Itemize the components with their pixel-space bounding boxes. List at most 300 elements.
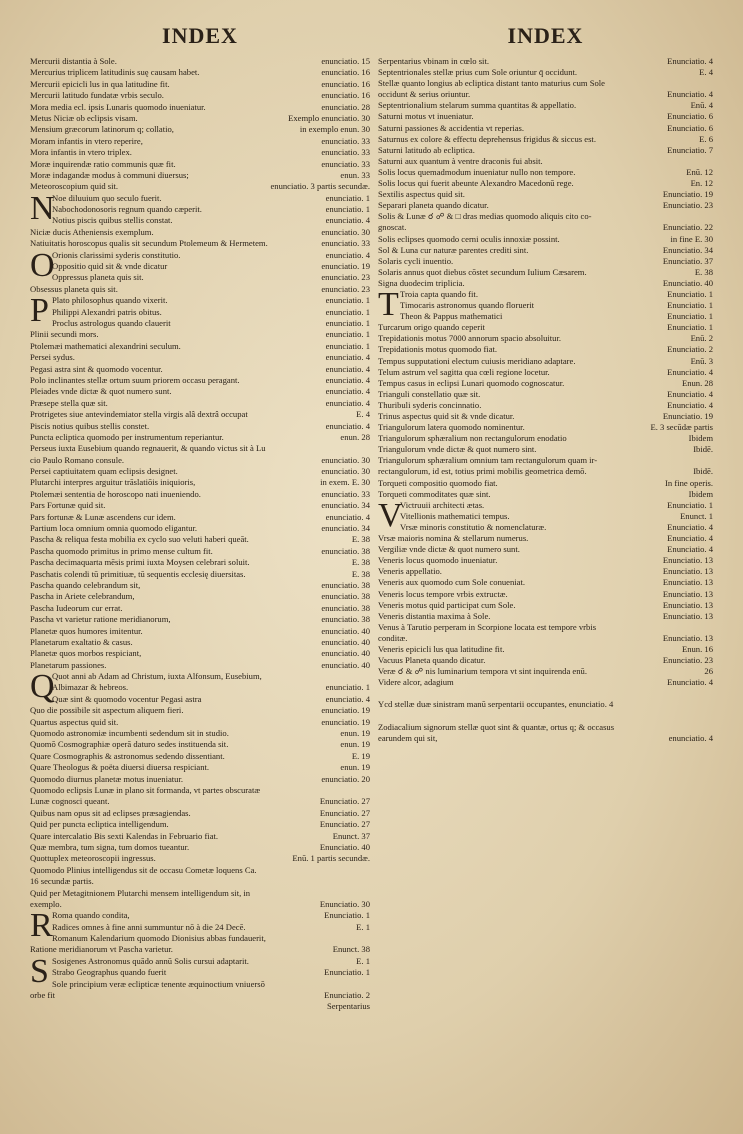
index-entry xyxy=(30,944,370,955)
entry-reference: E. 4 xyxy=(356,409,370,420)
entry-reference: enunciatio. 1 xyxy=(325,317,370,328)
entry-text: Quomodo eclipsis Lunæ in plano sit formanda, vt partes obscuratæ xyxy=(30,785,261,795)
entry-reference: Ibidem xyxy=(688,488,713,499)
entry-text: Sosigenes Astronomus quādo annū Solis cursui adaptarit. xyxy=(52,955,249,966)
entry-reference: Enunciatio. 1 xyxy=(667,322,713,333)
entry-reference: enunciatio. 33 xyxy=(321,135,370,146)
entry-reference: enun. 28 xyxy=(340,431,370,442)
entry-reference: enunciatio. 4 xyxy=(325,363,370,374)
entry-reference: enunciatio. 40 xyxy=(321,636,370,647)
entry-reference: enunciatio. 19 xyxy=(321,261,370,272)
entry-reference: enunciatio. 23 xyxy=(321,283,370,294)
index-entry xyxy=(378,356,713,367)
entry-text: Saturnus ex colore & effectu deprehensus frigidus & siccus est. xyxy=(378,133,596,144)
entry-text: Saturni aux quantum à ventre draconis fui absit. xyxy=(378,155,543,166)
index-entry xyxy=(378,622,713,633)
entry-text: Pascha Iudeorum cur errat. xyxy=(30,602,123,613)
entry-reference: Enunciatio. 4 xyxy=(667,56,713,66)
entry-text: Ptolemæi sententia de horoscopo nati inueniendo. xyxy=(30,488,201,499)
entry-reference: enunciatio. 4 xyxy=(325,420,370,431)
entry-text: Noe diluuium quo seculo fuerit. xyxy=(52,192,162,203)
entry-reference: E. 19 xyxy=(351,750,370,761)
index-entry xyxy=(30,159,370,170)
entry-reference: Enunciatio. 13 xyxy=(662,610,713,621)
entry-text: Pascha & reliqua festa mobilia ex cyclo suo veluti haberi queāt. xyxy=(30,534,249,545)
index-entry xyxy=(30,603,370,614)
entry-text: Torqueti compositio quomodo fiat. xyxy=(378,477,498,488)
entry-reference: E. 38 xyxy=(351,534,370,545)
index-entry xyxy=(378,322,713,333)
index-entry xyxy=(30,455,370,466)
entry-text: Quomodo astronomiæ incumbenti sedendum sit in studio. xyxy=(30,728,229,739)
entry-text: Veneris motus quid participat cum Sole. xyxy=(378,599,516,610)
entry-text: Vacuus Planeta quando dicatur. xyxy=(378,655,486,666)
entry-reference: Enunciatio. 13 xyxy=(662,632,713,643)
index-entry xyxy=(30,751,370,762)
index-entry xyxy=(378,167,713,178)
entry-text: Signa duodecim triplicia. xyxy=(378,277,465,288)
entry-reference: Enunciatio. 1 xyxy=(667,499,713,510)
index-entry xyxy=(30,375,370,386)
index-entry xyxy=(378,200,713,211)
entry-reference: enunciatio. 1 xyxy=(325,204,370,215)
entry-reference: Enun. 28 xyxy=(681,377,713,388)
index-entry xyxy=(30,67,370,78)
entry-reference: Enunciatio. 4 xyxy=(667,399,713,410)
entry-reference: Exemplo enunciatio. 30 xyxy=(288,112,370,123)
index-entry xyxy=(30,170,370,181)
index-entry xyxy=(30,147,370,158)
entry-reference: enunciatio. 34 xyxy=(321,500,370,511)
entry-text: Sextilis aspectus quid sit. xyxy=(378,189,465,200)
index-entry xyxy=(30,261,370,272)
entry-reference: enunciatio. 38 xyxy=(321,591,370,602)
index-entry xyxy=(30,534,370,545)
entry-reference: enunciatio. 16 xyxy=(321,90,370,101)
index-entry xyxy=(378,466,713,477)
entry-text: cio Paulo Romano consule. xyxy=(30,454,125,465)
entry-reference: enunciatio. 15 xyxy=(321,56,370,66)
entry-text: Protrigetes siue antevindemiator stella virgis alâ dextrâ occupat xyxy=(30,409,248,420)
entry-text: occidunt & serius oriuntur. xyxy=(378,89,471,100)
entry-reference: enunciatio. 20 xyxy=(321,773,370,784)
entry-text: Veræ ☌ & ☍ nis luminarium tempora vt sint inquirenda enū. xyxy=(378,666,587,677)
index-entry xyxy=(378,211,713,222)
entry-reference: enunciatio. 4 xyxy=(325,215,370,226)
entry-reference: Enunciatio. 1 xyxy=(324,910,370,921)
entry-text: Pascha in Ariete celebrandum, xyxy=(30,591,135,602)
entry-reference: enun. 19 xyxy=(340,762,370,773)
entry-reference: enunciatio. 38 xyxy=(321,545,370,556)
entry-reference: in exemplo enun. 30 xyxy=(299,124,370,135)
index-entry xyxy=(30,557,370,568)
entry-reference: Enunciatio. 4 xyxy=(667,544,713,555)
entry-text: Planetarum passiones. xyxy=(30,659,107,670)
index-entry xyxy=(30,489,370,500)
entry-reference: enunciatio. 3 partis secundæ. xyxy=(270,181,370,192)
index-entry xyxy=(30,569,370,580)
entry-reference: Enunciatio. 13 xyxy=(662,588,713,599)
entry-reference: enunciatio. 4 xyxy=(325,374,370,385)
entry-reference: enunciatio. 4 xyxy=(668,732,713,743)
entry-reference: E. 1 xyxy=(356,955,370,966)
entry-text: Solaris cycli inuentio. xyxy=(378,255,454,266)
entry-text: Saturni latitudo ab ecliptica. xyxy=(378,144,475,155)
index-entry xyxy=(30,124,370,135)
index-entry xyxy=(30,728,370,739)
entry-reference: Enunciatio. 2 xyxy=(324,990,370,1001)
entry-reference: Enunct. 1 xyxy=(680,510,713,521)
entry-text: Timocaris astronomus quando floruerit xyxy=(400,300,535,311)
index-entry xyxy=(378,733,713,744)
entry-text: Quot anni ab Adam ad Christum, iuxta Alfonsum, Eusebium, xyxy=(52,671,262,682)
entry-reference: enunciatio. 34 xyxy=(321,523,370,534)
entry-text: Pascha decimaquarta mēsis primi iuxta Moysen celebrari soluit. xyxy=(30,557,250,568)
index-entry xyxy=(30,842,370,853)
entry-reference: Enunciatio. 30 xyxy=(319,898,370,909)
entry-text: Planetæ quos morbos respiciant, xyxy=(30,648,142,659)
index-entry xyxy=(30,705,370,716)
entry-text: Meteoroscopium quid sit. xyxy=(30,181,119,192)
entry-text: Natiuitatis horoscopus qualis sit secundum Ptolemeum & Hermetem. xyxy=(30,238,268,249)
index-entry xyxy=(30,591,370,602)
index-entry xyxy=(378,688,713,699)
index-entry xyxy=(378,189,713,200)
entry-reference: in exem. E. 30 xyxy=(320,477,370,488)
right-column xyxy=(378,20,713,744)
index-entry xyxy=(30,614,370,625)
index-entry xyxy=(30,774,370,785)
index-entry xyxy=(30,626,370,637)
entry-text: Perseus iuxta Eusebium quando regnauerit, & quando victus sit à Lu xyxy=(30,443,266,454)
index-entry xyxy=(378,344,713,355)
entry-text: Pascha quomodo primitus in primo mense cultum fit. xyxy=(30,545,213,556)
entry-text: Plutarchi interpres arguitur trāslatiōis iniquioris, xyxy=(30,477,196,488)
entry-text: Veneris locus quomodo inueniatur. xyxy=(378,555,498,566)
entry-text: Saturni passiones & accidentia vt reperias. xyxy=(378,122,525,133)
index-entry xyxy=(378,644,713,655)
drop-cap-letter: V xyxy=(378,496,403,534)
entry-reference: enunciatio. 33 xyxy=(321,488,370,499)
entry-text: Moram infantis in vtero reperire, xyxy=(30,135,143,146)
index-entry xyxy=(378,256,713,267)
entry-reference: Enunciatio. 27 xyxy=(319,796,370,807)
entry-text: Persei captiuitatem quam eclipsis designet. xyxy=(30,466,178,477)
entry-text: exemplo. xyxy=(30,898,62,909)
index-entry xyxy=(378,300,713,311)
entry-reference: enunciatio. 4 xyxy=(325,352,370,363)
index-entry xyxy=(30,796,370,807)
index-entry xyxy=(30,181,370,192)
index-entry xyxy=(30,79,370,90)
entry-reference: En. 12 xyxy=(690,178,713,189)
entry-reference: Enunciatio. 4 xyxy=(667,677,713,688)
entry-reference: Enunciatio. 1 xyxy=(667,288,713,299)
index-entry xyxy=(30,546,370,557)
index-entry xyxy=(30,580,370,591)
entry-reference: Enunciatio. 7 xyxy=(667,144,713,155)
index-entry xyxy=(30,102,370,113)
entry-reference: Enunciatio. 40 xyxy=(319,841,370,852)
index-entry xyxy=(30,637,370,648)
index-entry xyxy=(378,699,713,710)
entry-reference: Enunciatio. 4 xyxy=(667,366,713,377)
entry-text: Quæ membra, tum signa, tum domos tueantur. xyxy=(30,841,190,852)
index-entry xyxy=(30,888,370,899)
index-entry xyxy=(378,677,713,688)
index-entry xyxy=(30,808,370,819)
index-entry xyxy=(378,577,713,588)
entry-reference: enunciatio. 28 xyxy=(321,101,370,112)
entry-text: Mora infantis in vtero triplex. xyxy=(30,147,132,158)
entry-text: Mercurii epicicli lus in qua latitudine fit. xyxy=(30,78,170,89)
entry-text: Quid per puncta ecliptica intelligendum. xyxy=(30,819,169,830)
index-entry xyxy=(378,489,713,500)
entry-text: Roma quando condita, xyxy=(52,910,130,921)
index-entry xyxy=(30,329,370,340)
entry-text: Tempus casus in eclipsi Lunari quomodo cognoscatur. xyxy=(378,377,565,388)
entry-reference: Enunciatio. 6 xyxy=(667,122,713,133)
entry-text: Oppositio quid sit & vnde dicatur xyxy=(52,261,168,272)
entry-reference: Enun. 16 xyxy=(681,643,713,654)
entry-text: Pascha quando celebrandum sit, xyxy=(30,579,141,590)
entry-reference: Enunciatio. 19 xyxy=(662,411,713,421)
entry-text: Quomodo Plinius intelligendus sit de occasu Cometæ loquens Ca. xyxy=(30,864,257,875)
entry-text: Orionis clarissimi syderis constitutio. xyxy=(52,249,181,260)
entry-text: Veneris aux quomodo cum Sole conueniat. xyxy=(378,577,526,588)
entry-reference: Ibidē. xyxy=(693,466,713,477)
entry-reference: Enū. 1 partis secundæ. xyxy=(292,853,370,864)
index-entry xyxy=(378,134,713,145)
entry-reference: Ibidem xyxy=(688,433,713,444)
entry-text: Proclus astrologus quando clauerit xyxy=(52,317,171,328)
entry-text: Præsepe stella quæ sit. xyxy=(30,397,108,408)
entry-text: Vitellionis mathematici tempus. xyxy=(400,510,510,521)
entry-text: Troia capta quando fit. xyxy=(400,288,478,299)
index-entry xyxy=(30,819,370,830)
entry-text: Plinii secundi mors. xyxy=(30,329,99,340)
index-entry xyxy=(30,865,370,876)
entry-reference: enunciatio. 33 xyxy=(321,147,370,158)
entry-reference: enunciatio. 33 xyxy=(321,158,370,169)
index-entry xyxy=(378,555,713,566)
index-entry xyxy=(30,990,370,1001)
index-entry xyxy=(30,785,370,796)
entry-text: Mercurius triplicem latitudinis suę causam habet. xyxy=(30,67,200,78)
entry-reference: Enunciatio. 23 xyxy=(662,200,713,211)
entry-text: Pars Fortunæ quid sit. xyxy=(30,500,106,511)
entry-text: Obsessus planeta quis sit. xyxy=(30,283,118,294)
index-entry xyxy=(378,100,713,111)
index-entry xyxy=(378,78,713,89)
index-entry xyxy=(378,278,713,289)
entry-reference: In fine operis. xyxy=(665,477,713,488)
index-entry xyxy=(378,511,713,522)
entry-text: Mercurii distantia à Sole. xyxy=(30,56,117,66)
entry-text: Piscis notius quibus stellis constet. xyxy=(30,420,150,431)
entry-text: Mercurii latitudo fundatæ vrbis seculo. xyxy=(30,90,164,101)
entry-reference: enunciatio. 33 xyxy=(321,238,370,249)
entry-reference: enunciatio. 4 xyxy=(325,386,370,397)
index-entry xyxy=(378,178,713,189)
index-entry xyxy=(30,477,370,488)
entry-text: Persei sydus. xyxy=(30,352,75,363)
entry-reference: enunciatio. 16 xyxy=(321,67,370,78)
index-entry xyxy=(30,284,370,295)
index-entry xyxy=(378,267,713,278)
entry-text: Romanum Kalendarium quomodo Dionisius abbas fundauerit, xyxy=(52,933,266,944)
entry-reference: Enunciatio. 37 xyxy=(662,255,713,266)
left-index-entries xyxy=(30,56,370,1013)
index-entry xyxy=(378,222,713,233)
entry-reference: enunciatio. 30 xyxy=(321,466,370,477)
entry-reference: Enunciatio. 13 xyxy=(662,577,713,588)
entry-text: Septentrionalium stelarum summa quantitas & appellatio. xyxy=(378,100,577,111)
index-entry xyxy=(378,722,713,733)
drop-cap-letter: Q xyxy=(30,668,55,706)
entry-reference: Enunciatio. 4 xyxy=(667,521,713,532)
index-entry xyxy=(378,234,713,245)
entry-text: Telum astrum vel sagitta qua cœli regione locetur. xyxy=(378,366,550,377)
index-entry xyxy=(378,333,713,344)
entry-reference: Enunciatio. 34 xyxy=(662,244,713,255)
entry-text: Albimazar & hebreos. xyxy=(52,682,129,693)
entry-text: Vergiliæ vnde dictæ & quot numero sunt. xyxy=(378,544,520,555)
entry-reference: enunciatio. 38 xyxy=(321,614,370,625)
right-index-entries xyxy=(378,56,713,744)
entry-text: 16 secundæ partis. xyxy=(30,876,94,887)
entry-reference: E. 3 secūdæ partis xyxy=(650,422,713,433)
entry-reference: enunciatio. 30 xyxy=(321,226,370,237)
entry-text: Trepidationis motus quomodo fiat. xyxy=(378,344,498,355)
index-entry xyxy=(30,364,370,375)
entry-reference: enunciatio. 1 xyxy=(325,329,370,340)
entry-text: rectangulorum, id est, totius primi mobilis geometrica demō. xyxy=(378,466,587,477)
entry-text: orbe fit xyxy=(30,990,56,1001)
entry-reference: Enunciatio. 13 xyxy=(662,555,713,566)
entry-reference: Enunciatio. 22 xyxy=(662,222,713,233)
entry-text: Puncta ecliptica quomodo per instrumentum reperiantur. xyxy=(30,431,224,442)
entry-text: Mora media ecl. ipsis Lunaris quomodo inueniatur. xyxy=(30,101,206,112)
entry-reference: Enunciatio. 13 xyxy=(662,599,713,610)
entry-text: Sol & Luna cur naturæ parentes crediti sint. xyxy=(378,244,529,255)
entry-text: Triangulorum sphæralium omnium tam rectangulorum quam ir- xyxy=(378,455,598,466)
index-entry xyxy=(30,500,370,511)
entry-reference: Enunciatio. 1 xyxy=(324,967,370,978)
index-entry xyxy=(30,341,370,352)
entry-text: Solis locus qui fuerit abeunte Alexandro Macedonū rege. xyxy=(378,178,574,189)
index-entry xyxy=(378,67,713,78)
index-entry xyxy=(30,204,370,215)
entry-reference: E. 1 xyxy=(356,921,370,932)
entry-text: Septentrionales stellæ prius cum Sole oriuntur q̄ occidunt. xyxy=(378,67,578,78)
index-entry xyxy=(378,589,713,600)
drop-cap-letter: O xyxy=(30,246,55,284)
index-entry xyxy=(30,967,370,978)
index-entry xyxy=(378,367,713,378)
entry-text: Pleiades vnde dictæ & quot numero sunt. xyxy=(30,386,172,397)
entry-text: Separari planeta quando dicatur. xyxy=(378,200,489,211)
entry-reference: enunciatio. 1 xyxy=(325,682,370,693)
entry-reference: Enū. 3 xyxy=(690,355,713,366)
entry-text: Veneris locus tempore vrbis extructæ. xyxy=(378,588,508,599)
index-entry xyxy=(30,899,370,910)
entry-text: Quartus aspectus quid sit. xyxy=(30,716,119,727)
index-entry xyxy=(30,853,370,864)
entry-text: Quomō Cosmographiæ operā daturo sedes instituenda sit. xyxy=(30,739,229,750)
entry-text: Quid per Metagitnionem Plutarchi mensem intelligendum sit, in xyxy=(30,887,251,898)
entry-text: Notius piscis quibus stellis constat. xyxy=(52,215,173,226)
entry-reference: Enunciatio. 4 xyxy=(667,533,713,544)
entry-text: Paschatis colendi tū primitiuæ, tū sequentis ecclesię diuersitas. xyxy=(30,568,246,579)
left-column xyxy=(30,20,370,1013)
entry-text: Niciæ ducis Atheniensis exemplum. xyxy=(30,226,154,237)
entry-text: Victruuii architecti ætas. xyxy=(400,499,485,510)
index-entry xyxy=(30,352,370,363)
entry-text: Lunæ cognosci queant. xyxy=(30,796,110,807)
index-entry xyxy=(30,717,370,728)
entry-reference: enunciatio. 16 xyxy=(321,78,370,89)
entry-text: Triangulorum latera quomodo nominentur. xyxy=(378,422,525,433)
entry-reference: enunciatio. 1 xyxy=(325,306,370,317)
index-entry xyxy=(378,89,713,100)
entry-reference: Enunciatio. 4 xyxy=(667,388,713,399)
entry-text: gnoscat. xyxy=(378,222,407,233)
index-entry xyxy=(30,272,370,283)
index-entry xyxy=(30,876,370,887)
index-entry xyxy=(378,433,713,444)
index-entry xyxy=(378,544,713,555)
entry-text: Moræ inquirendæ ratio communis quæ fit. xyxy=(30,158,176,169)
entry-text: Quomodo diurnus planetæ motus inueniatur. xyxy=(30,773,184,784)
entry-reference: Enunciatio. 1 xyxy=(667,300,713,311)
entry-text: Quottuplex meteoroscopii ingressus. xyxy=(30,853,156,864)
entry-reference: Enunct. 38 xyxy=(332,944,370,955)
entry-text: Solis eclipses quomodo cerni oculis innoxiæ possint. xyxy=(378,233,560,244)
index-entry xyxy=(30,762,370,773)
entry-reference: Enunciatio. 27 xyxy=(319,807,370,818)
drop-cap-letter: S xyxy=(30,952,49,990)
entry-text: Sole principium veræ eclipticæ tenente æquinoctium vniuersō xyxy=(52,978,265,989)
entry-reference: Enunciatio. 1 xyxy=(667,311,713,322)
entry-text: Solis & Lunæ ☌ ☍ & □ dras medias quomodo aliquis cito co- xyxy=(378,211,592,222)
entry-text: Solis locus quemadmodum inueniatur nullo non tempore. xyxy=(378,166,576,177)
index-entry xyxy=(30,432,370,443)
entry-reference: Enunciatio. 6 xyxy=(667,111,713,122)
entry-text: Trinus aspectus quid sit & vnde dicatur. xyxy=(378,411,515,421)
drop-cap-letter: P xyxy=(30,292,49,330)
entry-reference: enun. 19 xyxy=(340,728,370,739)
entry-reference: E. 38 xyxy=(351,568,370,579)
index-entry xyxy=(378,522,713,533)
entry-reference: Enunciatio. 4 xyxy=(667,89,713,100)
entry-reference: Enū. 12 xyxy=(686,166,713,177)
entry-reference: Enunciatio. 13 xyxy=(662,566,713,577)
entry-reference: enunciatio. 23 xyxy=(321,272,370,283)
entry-reference: enunciatio. 40 xyxy=(321,648,370,659)
index-entry xyxy=(30,227,370,238)
index-entry xyxy=(30,922,370,933)
drop-cap-letter: N xyxy=(30,189,55,227)
entry-text: Veneris epicicli lus qua latitudine fit. xyxy=(378,643,505,654)
entry-reference: enunciatio. 4 xyxy=(325,693,370,704)
entry-text: Quo die possibile sit aspectum aliquem fieri. xyxy=(30,705,184,716)
entry-reference: enun. 33 xyxy=(340,169,370,180)
index-entry xyxy=(378,444,713,455)
entry-reference: enunciatio. 38 xyxy=(321,579,370,590)
index-entry xyxy=(378,411,713,422)
index-entry xyxy=(378,655,713,666)
